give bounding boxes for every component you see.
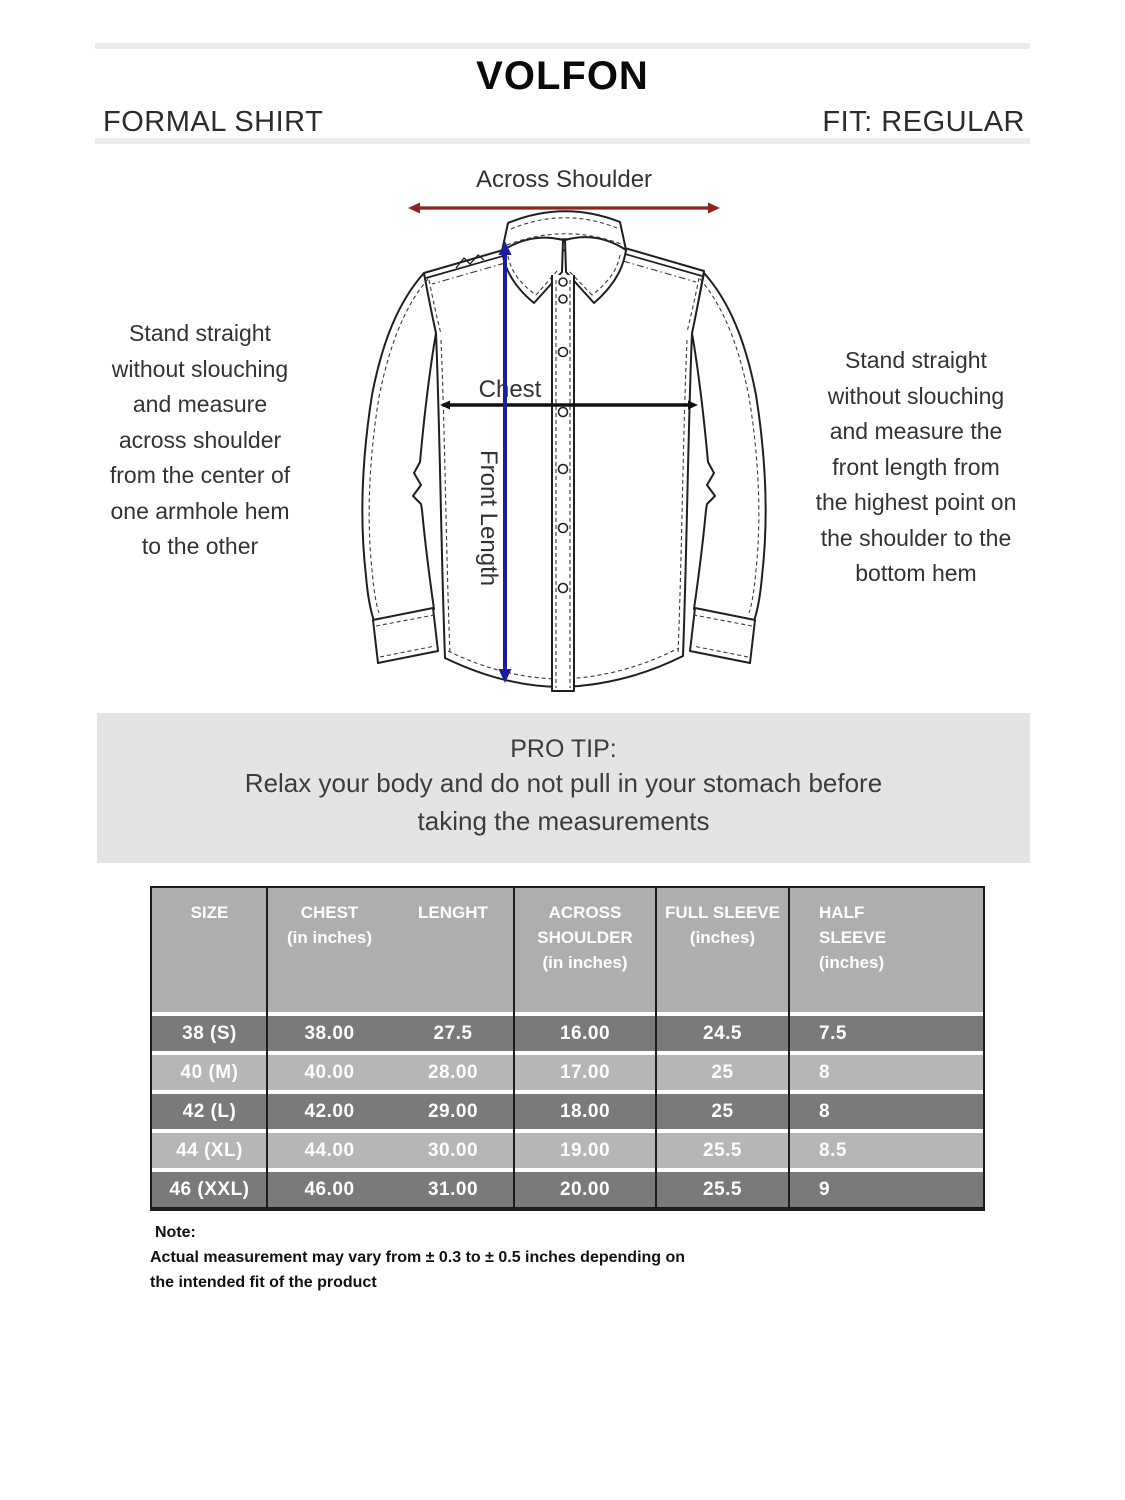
table-row: 42 (L) 42.00 29.00 18.00 25 8 [152, 1092, 983, 1131]
header-across-shoulder: ACROSS SHOULDER (in inches) [514, 888, 656, 1014]
shirt-measurement-diagram [340, 160, 790, 710]
button [559, 408, 568, 417]
column-border [266, 888, 268, 1207]
header-chest: CHEST (in inches) [267, 888, 392, 1014]
size-chart-table [150, 886, 985, 1211]
across-shoulder-annotation [408, 166, 720, 214]
shirt-left-sleeve [362, 273, 436, 621]
table-row: 46 (XXL) 46.00 31.00 20.00 25.5 9 [152, 1170, 983, 1207]
across-shoulder-instruction: Stand straight without slouching and measure across shoulder from the center of one armhole hem to the other [109, 320, 291, 559]
header-half-sleeve: HALF SLEEVE (inches) [789, 888, 983, 1014]
brand-title: VOLFON [476, 54, 649, 98]
fit-label: FIT: REGULAR [822, 106, 1025, 138]
column-border [788, 888, 790, 1207]
button [559, 278, 567, 286]
pro-tip-title: PRO TIP: [510, 735, 617, 763]
column-border [655, 888, 657, 1207]
table-row: 38 (S) 38.00 27.5 16.00 24.5 7.5 [152, 1014, 983, 1053]
column-border [513, 888, 515, 1207]
header-size: SIZE [152, 888, 267, 1014]
front-length-label: Front Length [475, 450, 502, 587]
front-length-instruction: Stand straight without slouching and measure the front length from the highest point on the shoulder to the bottom hem [815, 347, 1017, 586]
header-length: LENGHT [392, 888, 514, 1014]
table-header-row [152, 888, 983, 1014]
pro-tip-box: PRO TIP: Relax your body and do not pull in your stomach before taking the measurements [97, 713, 1030, 863]
button [559, 524, 568, 533]
table-row: 44 (XL) 44.00 30.00 19.00 25.5 8.5 [152, 1131, 983, 1170]
button [559, 348, 568, 357]
shirt-right-sleeve [692, 273, 766, 621]
header-full-sleeve: FULL SLEEVE (inches) [656, 888, 789, 1014]
product-type-label: FORMAL SHIRT [103, 106, 324, 138]
header-divider-bar [95, 138, 1030, 144]
chest-label: Chest [478, 376, 542, 403]
note-title: Note: [155, 1224, 196, 1241]
table-row: 40 (M) 40.00 28.00 17.00 25 8 [152, 1053, 983, 1092]
note-section: Note: Actual measurement may vary from ± 0.3 to ± 0.5 inches depending on the intended fit of the product [150, 1220, 790, 1295]
button [559, 584, 568, 593]
across-shoulder-label: Across Shoulder [475, 166, 653, 193]
placket [552, 275, 574, 691]
button [559, 295, 567, 303]
button [559, 465, 568, 474]
top-divider-bar [95, 43, 1030, 49]
